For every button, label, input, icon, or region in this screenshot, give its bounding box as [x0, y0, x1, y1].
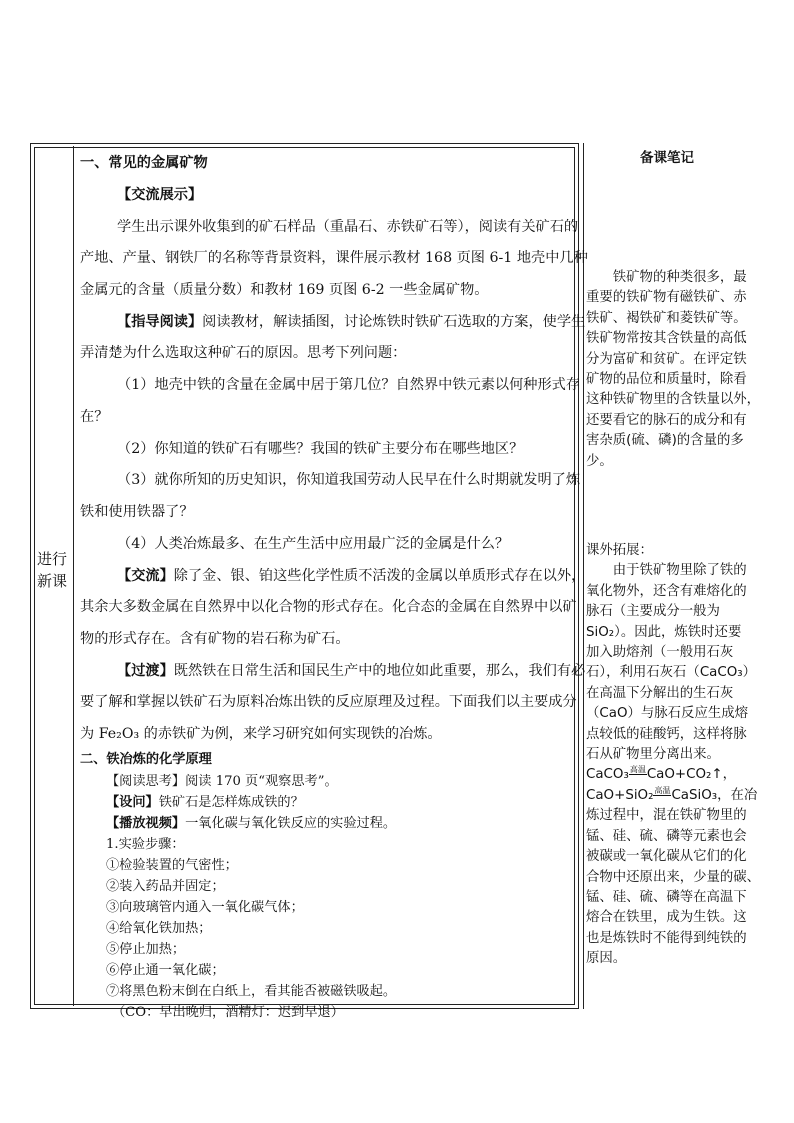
question-4: （4）人类冶炼最多、在生产生活中应用最广泛的金属是什么？ — [117, 536, 510, 552]
notes-line: 锰、硅、硫、磷等在高温下 — [586, 889, 747, 905]
notes-title: 备课笔记 — [640, 150, 694, 166]
step-item: ⑦将黑色粉末倒在白纸上，看其能否被磁铁吸起。 — [106, 984, 397, 999]
notes-line: 铁矿物常按其含铁量的高低 — [586, 331, 747, 347]
talk-line: 物的形式存在。含有矿物的岩石称为矿石。 — [80, 631, 350, 647]
eq-right: CaO+CO₂↑， — [646, 767, 737, 783]
notes-line: 铁矿、褐铁矿和菱铁矿等。 — [586, 310, 747, 326]
transition-line: 为 Fe₂O₃ 的赤铁矿为例，来学习研究如何实现铁的冶炼。 — [80, 726, 442, 742]
exchange-line: 产地、产量、钢铁厂的名称等背景资料，课件展示教材 168 页图 6-1 地壳中几种 — [80, 250, 588, 266]
talk-text: 除了金、银、铂这些化学性质不活泼的金属以单质形式存在以外， — [173, 568, 586, 584]
talk-line: 其余大多数金属在自然界中以化合物的形式存在。化合态的金属在自然界中以矿 — [80, 599, 577, 615]
notes-line: 由于铁矿物里除了铁的 — [586, 563, 747, 579]
notes-line: 点较低的硅酸钙，这样将脉 — [586, 726, 747, 742]
notes-line: 加入助熔剂（一般用石灰 — [586, 645, 734, 661]
ask-paragraph — [106, 791, 304, 810]
transition-title: 【过渡】 — [117, 663, 174, 679]
question-1: （1）地壳中铁的含量在金属中居于第几位？自然界中铁元素以何种形式存 — [117, 377, 581, 393]
talk-paragraph — [80, 565, 585, 585]
notes-line: 害杂质(硫、磷)的含量的多 — [586, 433, 744, 449]
notes-line: 石从矿物里分离出来。 — [586, 747, 720, 763]
notes-line: 铁矿物的种类很多，最 — [586, 270, 747, 285]
notes-line: 合物中还原出来，少量的碳、 — [586, 869, 761, 885]
ask-text: 铁矿石是怎样炼成铁的？ — [158, 795, 304, 810]
eq-left: CaCO₃ — [586, 767, 629, 783]
notes-line: 被碳或一氧化碳从它们的化 — [586, 849, 747, 865]
table-divider-left — [73, 146, 74, 1006]
notes-line: 炼过程中，混在铁矿物里的 — [586, 808, 747, 824]
question-3: （3）就你所知的历史知识，你知道我国劳动人民早在什么时期就发明了炼 — [117, 472, 581, 488]
heading-iron-smelting: 二、铁冶炼的化学原理 — [80, 752, 212, 767]
step-item: ②装入药品并固定； — [106, 879, 225, 894]
notes-line: SiO₂）。因此，炼铁时还要 — [586, 624, 742, 640]
notes-line: 还要看它的脉石的成分和有 — [586, 412, 747, 428]
guide-line: 弄清楚为什么选取这种矿石的原因。思考下列问题： — [80, 345, 407, 361]
video-text: 一氧化碳与氧化铁反应的实验过程。 — [185, 816, 397, 831]
question-1-cont: 在？ — [80, 409, 109, 425]
notes-line: 在高温下分解出的生石灰 — [586, 685, 734, 701]
exchange-line: 金属元的含量（质量分数）和教材 169 页图 6-2 一些金属矿物。 — [80, 282, 489, 298]
transition-text: 既然铁在日常生活和国民生产中的地位如此重要，那么，我们有必 — [173, 663, 586, 679]
equation-limestone — [586, 765, 766, 785]
notes-line: 这种铁矿物里的含铁量以外， — [586, 392, 761, 408]
guide-title: 【指导阅读】 — [117, 314, 203, 330]
steps-title: 1.实验步骤： — [106, 837, 185, 852]
eq-condition: 高温 — [629, 765, 646, 775]
notes-line: 锰、硅、硫、磷等元素也会 — [586, 828, 747, 844]
exchange-title: 【交流展示】 — [117, 187, 203, 203]
notes-line: 石），利用石灰石（CaCO₃） — [586, 665, 757, 681]
transition-line: 要了解和掌握以铁矿石为原料冶炼出铁的反应原理及过程。下面我们以主要成分 — [80, 694, 577, 710]
mnemonic: （CO：早出晚归，酒精灯：迟到早退） — [112, 1005, 344, 1020]
notes-extension-title: 课外拓展： — [586, 543, 653, 558]
question-3-cont: 铁和使用铁器了？ — [80, 504, 194, 520]
notes-line: 脉石（主要成分一般为 — [586, 604, 720, 620]
video-title: 【播放视频】 — [106, 816, 186, 831]
question-2: （2）你知道的铁矿石有哪些？我国的铁矿主要分布在哪些地区？ — [117, 441, 524, 457]
notes-line: 也是炼铁时不能得到纯铁的 — [586, 930, 747, 946]
exchange-line: 学生出示课外收集到的矿石样品（重晶石、赤铁矿石等），阅读有关矿石的 — [117, 219, 579, 235]
notes-paragraph-ores — [586, 268, 766, 472]
section-label — [32, 548, 72, 592]
eq-right: CaSiO₃，在冶 — [671, 787, 758, 803]
guide-text: 阅读教材，解读插图，讨论炼铁时铁矿石选取的方案，使学生 — [202, 314, 586, 330]
eq-left: CaO+SiO₂ — [586, 787, 654, 803]
ask-title: 【设问】 — [106, 795, 159, 810]
talk-title: 【交流】 — [117, 568, 174, 584]
notes-line: 矿物的品位和质量时，除看 — [586, 372, 747, 388]
section-label-line: 新课 — [36, 572, 67, 590]
notes-line: 少。 — [586, 453, 613, 469]
step-item: ④给氧化铁加热； — [106, 921, 212, 936]
heading-common-ores: 一、常见的金属矿物 — [80, 155, 208, 171]
notes-line: （CaO）与脉石反应生成熔 — [586, 706, 749, 722]
step-item: ①检验装置的气密性； — [106, 858, 238, 873]
step-item: ⑤停止加热； — [106, 942, 186, 957]
notes-line: 原因。 — [586, 951, 627, 967]
section-label-line: 进行 — [36, 550, 67, 568]
read-title: 【阅读思考】 — [106, 774, 186, 789]
guide-paragraph — [80, 311, 585, 331]
read-text: 阅读 170 页“观察思考”。 — [185, 774, 338, 789]
notes-line: 分为富矿和贫矿。在评定铁 — [586, 351, 747, 367]
equation-silicate — [586, 786, 766, 806]
notes-line: 重要的铁矿物有磁铁矿、赤 — [586, 290, 747, 306]
notes-line: 氧化物外，还含有难熔化的 — [586, 583, 747, 599]
notes-line: 熔合在铁里，成为生铁。这 — [586, 910, 747, 926]
transition-paragraph — [80, 660, 585, 680]
eq-condition: 高温 — [654, 785, 671, 795]
video-paragraph — [106, 812, 396, 831]
notes-paragraph-extension — [586, 541, 766, 970]
step-item: ⑥停止通一氧化碳； — [106, 963, 225, 978]
step-item: ③向玻璃管内通入一氧化碳气体； — [106, 900, 304, 915]
read-paragraph — [106, 770, 338, 789]
